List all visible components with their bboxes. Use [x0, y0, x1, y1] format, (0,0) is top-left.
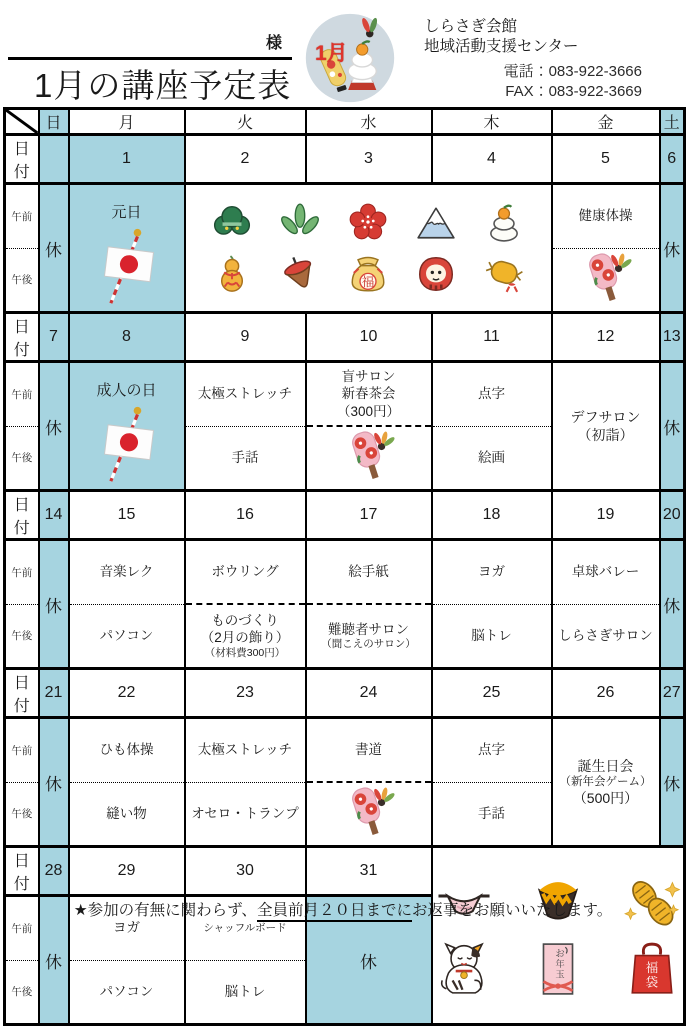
page-title: 1月の講座予定表 — [34, 67, 292, 104]
schedule-slot — [433, 541, 551, 604]
date-cell-13: 13 — [660, 313, 685, 362]
am-label: 午前 — [11, 210, 33, 223]
activity-label: 手話 — [231, 449, 259, 465]
schedule-slot — [186, 605, 305, 667]
date-row-week4 — [5, 669, 685, 718]
activity-label: 点字 — [478, 386, 505, 402]
pm-label: 午後 — [11, 452, 33, 465]
week3-row — [5, 540, 685, 669]
otoshidama-icon — [529, 941, 587, 997]
all-day-activity — [553, 719, 659, 845]
addressee-suffix: 様 — [266, 35, 283, 52]
hagoita-icon — [342, 784, 396, 844]
date-row-week3 — [5, 491, 685, 540]
svg-text:お: お — [555, 948, 565, 959]
date-cell-31: 31 — [306, 847, 432, 896]
closed-label: 休 — [45, 240, 62, 260]
day-activity-cell — [185, 718, 306, 847]
mount-fuji-icon — [414, 201, 458, 243]
date-cell-16: 16 — [185, 491, 306, 540]
schedule-slot — [186, 719, 305, 782]
date-cell-7: 7 — [39, 313, 69, 362]
date-cell-17: 17 — [306, 491, 432, 540]
schedule-slot — [186, 783, 305, 846]
ampm-wrap — [70, 719, 184, 845]
ampm-label-cell — [5, 540, 39, 669]
org-line1: しらさぎ会館 — [424, 18, 518, 35]
reply-deadline-note — [0, 898, 686, 920]
activity-label: （500円） — [572, 790, 639, 807]
schedule-slot — [70, 783, 184, 846]
day-activity-cell — [69, 718, 185, 847]
closed-label: 休 — [360, 952, 377, 972]
day-header-日: 日 — [39, 109, 69, 135]
date-cell-26: 26 — [552, 669, 660, 718]
closed-label: 休 — [45, 774, 62, 794]
date-cell-12: 12 — [552, 313, 660, 362]
closed-label: 休 — [45, 596, 62, 616]
date-cell-22: 22 — [69, 669, 185, 718]
kagami-mochi-icon — [482, 201, 526, 243]
date-cell-10: 10 — [306, 313, 432, 362]
date-row-week2 — [5, 313, 685, 362]
date-cell-30: 30 — [185, 847, 306, 896]
schedule-slot — [70, 719, 184, 782]
closed-day-cell — [660, 718, 685, 847]
contact-info — [380, 62, 642, 101]
date-cell-27: 27 — [660, 669, 685, 718]
schedule-slot — [433, 363, 551, 426]
maneki-neko-icon — [435, 941, 493, 997]
day-header-木: 木 — [432, 109, 552, 135]
ampm-wrap — [433, 541, 551, 667]
date-cell-24: 24 — [306, 669, 432, 718]
new-year-icon-grid — [433, 848, 684, 1023]
day-activity-cell — [185, 540, 306, 669]
ampm-label-cell — [5, 718, 39, 847]
closed-label: 休 — [663, 596, 681, 616]
fax-number: FAX：083-922-3669 — [505, 82, 642, 100]
note-suffix: お返事をお願いいたします。 — [411, 902, 613, 919]
closed-label: 休 — [45, 952, 62, 972]
activity-label: 健康体操 — [578, 208, 633, 224]
holiday-cell — [69, 362, 185, 491]
day-activity-cell — [432, 362, 552, 491]
date-cell-20: 20 — [660, 491, 685, 540]
fortune-pouch-icon — [346, 253, 390, 295]
holiday-cell — [69, 184, 185, 313]
corner-cell — [5, 109, 39, 135]
schedule-slot — [553, 541, 659, 604]
am-label: 午前 — [11, 388, 33, 401]
holiday-name: 元日 — [111, 204, 142, 221]
schedule-slot — [433, 427, 551, 490]
date-cell-28: 28 — [39, 847, 69, 896]
date-row-label: 日付 — [5, 313, 39, 362]
closed-day-cell — [39, 540, 69, 669]
activity-label: パソコン — [99, 627, 154, 643]
am-label: 午前 — [11, 922, 33, 935]
ampm-label-cell — [5, 184, 39, 313]
ampm-label-wrap — [6, 363, 38, 489]
day-activity-cell — [552, 540, 660, 669]
closed-label: 休 — [663, 240, 681, 260]
date-cell-6: 6 — [660, 135, 685, 184]
date-cell-18: 18 — [432, 491, 552, 540]
week1-row — [5, 184, 685, 313]
date-row-week5 — [5, 847, 685, 896]
schedule-slot — [70, 605, 184, 668]
activity-label: しらさぎサロン — [558, 627, 653, 643]
all-day-activity-cell — [552, 718, 660, 847]
date-cell-11: 11 — [432, 313, 552, 362]
week4-row — [5, 718, 685, 847]
activity-label: （聞こえのサロン） — [321, 638, 416, 651]
schedule-slot — [70, 541, 184, 604]
spinning-top-icon — [278, 253, 322, 295]
bamboo-icon — [278, 201, 322, 243]
ampm-label-wrap — [6, 719, 38, 845]
activity-label: 縫い物 — [106, 805, 147, 821]
activity-label: 誕生日会 — [577, 757, 634, 774]
schedule-slot — [307, 541, 431, 603]
date-cell-15: 15 — [69, 491, 185, 540]
activity-label: 脳トレ — [471, 627, 512, 643]
closed-label: 休 — [663, 418, 681, 438]
schedule-slot — [553, 605, 659, 668]
icon-row — [433, 941, 684, 997]
ampm-wrap — [186, 363, 305, 489]
new-year-icons-cell — [185, 184, 552, 313]
date-cell-empty — [39, 135, 69, 184]
organization-name — [424, 17, 578, 57]
activity-label: （300円） — [336, 403, 401, 419]
schedule-slot — [186, 541, 305, 603]
day-header-土: 土 — [660, 109, 685, 135]
day-header-火: 火 — [185, 109, 306, 135]
activity-label: （初詣） — [577, 427, 634, 443]
svg-text:袋: 袋 — [645, 975, 658, 990]
ampm-wrap — [186, 541, 305, 667]
day-activity-cell — [432, 718, 552, 847]
icon-row — [186, 201, 551, 243]
activity-label: 手話 — [478, 805, 505, 821]
svg-text:年: 年 — [555, 958, 565, 969]
date-cell-2: 2 — [185, 135, 306, 184]
japan-flag-icon — [70, 405, 184, 485]
activity-label: デフサロン — [570, 408, 641, 425]
date-cell-8: 8 — [69, 313, 185, 362]
ampm-wrap — [70, 541, 184, 667]
ampm-wrap — [553, 541, 659, 667]
schedule-slot — [307, 605, 431, 667]
org-line2: 地域活動支援センター — [424, 38, 579, 56]
closed-label: 休 — [45, 418, 62, 438]
day-activity-cell — [185, 362, 306, 491]
am-label: 午前 — [11, 566, 33, 579]
all-day-activity — [553, 363, 659, 489]
note-underlined: 全員前月２０日までに — [257, 902, 412, 922]
gold-pouch-icon — [482, 253, 526, 295]
note-prefix: ★参加の有無に関わらず、 — [73, 902, 257, 919]
date-row-label: 日付 — [5, 135, 39, 184]
schedule-slot — [186, 961, 305, 1024]
activity-label: パソコン — [99, 983, 154, 999]
activity-label: 難聴者サロン — [328, 621, 409, 637]
activity-label: 太極ストレッチ — [197, 386, 293, 402]
date-cell-19: 19 — [552, 491, 660, 540]
pm-label: 午後 — [11, 986, 33, 999]
ampm-wrap — [433, 363, 551, 489]
activity-label: 太極ストレッチ — [197, 742, 293, 758]
new-year-icon-grid — [186, 185, 551, 311]
ampm-label-cell — [5, 362, 39, 491]
activity-label: ものづくり — [211, 612, 279, 628]
activity-label: 卓球バレー — [571, 564, 640, 580]
ampm-wrap — [307, 541, 431, 667]
schedule-slot — [70, 961, 184, 1024]
schedule-slot — [307, 783, 431, 845]
pine-icon — [210, 201, 254, 243]
pm-label: 午後 — [11, 630, 33, 643]
schedule-slot — [307, 427, 431, 489]
closed-day-cell — [39, 184, 69, 313]
date-row-label: 日付 — [5, 669, 39, 718]
activity-label: 盲サロン — [341, 368, 396, 384]
day-header-金: 金 — [552, 109, 660, 135]
activity-label: ヨガ — [113, 920, 140, 936]
day-header-月: 月 — [69, 109, 185, 135]
day-activity-cell — [432, 540, 552, 669]
activity-label: オセロ・トランプ — [191, 805, 299, 821]
schedule-slot — [186, 363, 305, 426]
week2-row — [5, 362, 685, 491]
activity-label: 書道 — [355, 742, 382, 758]
activity-label: （2月の飾り） — [200, 630, 290, 646]
activity-label: 音楽レク — [99, 564, 154, 580]
day-activity-cell — [306, 540, 432, 669]
ampm-label-wrap — [6, 541, 38, 667]
date-cell-23: 23 — [185, 669, 306, 718]
schedule-slot — [186, 427, 305, 490]
fukubukuro-icon — [623, 941, 681, 997]
date-cell-29: 29 — [69, 847, 185, 896]
hagoita-icon — [579, 250, 633, 310]
schedule-slot — [433, 783, 551, 846]
plum-blossom-icon — [346, 201, 390, 243]
activity-label: 絵画 — [478, 449, 505, 465]
closed-day-cell — [660, 184, 685, 313]
holiday-name: 成人の日 — [96, 382, 157, 399]
date-cell-5: 5 — [552, 135, 660, 184]
activity-label: 新春茶会 — [341, 386, 396, 402]
date-cell-14: 14 — [39, 491, 69, 540]
hagoita-icon — [342, 428, 396, 488]
ampm-wrap — [553, 185, 659, 311]
closed-day-cell — [39, 718, 69, 847]
activity-label: ヨガ — [478, 564, 505, 580]
activity-label: 脳トレ — [224, 983, 266, 999]
day-activity-cell — [306, 362, 432, 491]
ampm-wrap — [307, 719, 431, 845]
closed-label: 休 — [663, 774, 681, 794]
pm-label: 午後 — [11, 274, 33, 287]
date-cell-9: 9 — [185, 313, 306, 362]
schedule-slot — [307, 363, 431, 425]
activity-label: ボウリング — [211, 564, 279, 580]
schedule-slot — [553, 249, 659, 312]
japan-flag-icon — [70, 227, 184, 307]
date-row-label: 日付 — [5, 847, 39, 896]
date-cell-25: 25 — [432, 669, 552, 718]
schedule-slot — [553, 185, 659, 248]
pm-label: 午後 — [11, 808, 33, 821]
closed-day-cell — [660, 540, 685, 669]
activity-label: （新年会ゲーム） — [559, 775, 652, 788]
new-year-icons-cell — [432, 847, 685, 1025]
activity-label: ひも体操 — [99, 742, 154, 758]
ampm-label-wrap — [6, 185, 38, 311]
activity-label: 点字 — [478, 742, 505, 758]
schedule-slot — [433, 605, 551, 668]
day-activity-cell — [69, 540, 185, 669]
closed-day-cell — [39, 362, 69, 491]
date-row-week1 — [5, 135, 685, 184]
activity-label: （材料費300円） — [204, 646, 286, 659]
svg-text:玉: 玉 — [555, 968, 565, 979]
day-header-水: 水 — [306, 109, 432, 135]
ampm-wrap — [433, 719, 551, 845]
svg-text:福: 福 — [361, 275, 375, 290]
schedule-slot — [433, 719, 551, 782]
am-label: 午前 — [11, 744, 33, 757]
day-activity-cell — [306, 718, 432, 847]
daruma-icon — [414, 253, 458, 295]
day-header-row — [5, 109, 685, 135]
all-day-activity-cell — [552, 362, 660, 491]
date-cell-1: 1 — [69, 135, 185, 184]
activity-label: シャッフルボード — [203, 921, 287, 934]
ampm-wrap — [186, 719, 305, 845]
phone-number: 電話：083-922-3666 — [503, 63, 642, 80]
icon-row — [186, 253, 551, 295]
date-cell-21: 21 — [39, 669, 69, 718]
day-activity-cell — [552, 184, 660, 313]
activity-label: 絵手紙 — [348, 564, 389, 580]
ampm-wrap — [307, 363, 431, 489]
badge-month-label: 1月 — [315, 42, 348, 65]
schedule-slot — [307, 719, 431, 781]
gourd-icon — [210, 253, 254, 295]
schedule-table — [3, 107, 686, 1026]
date-cell-4: 4 — [432, 135, 552, 184]
date-cell-3: 3 — [306, 135, 432, 184]
date-row-label: 日付 — [5, 491, 39, 540]
closed-day-cell — [660, 362, 685, 491]
svg-text:福: 福 — [645, 960, 658, 975]
